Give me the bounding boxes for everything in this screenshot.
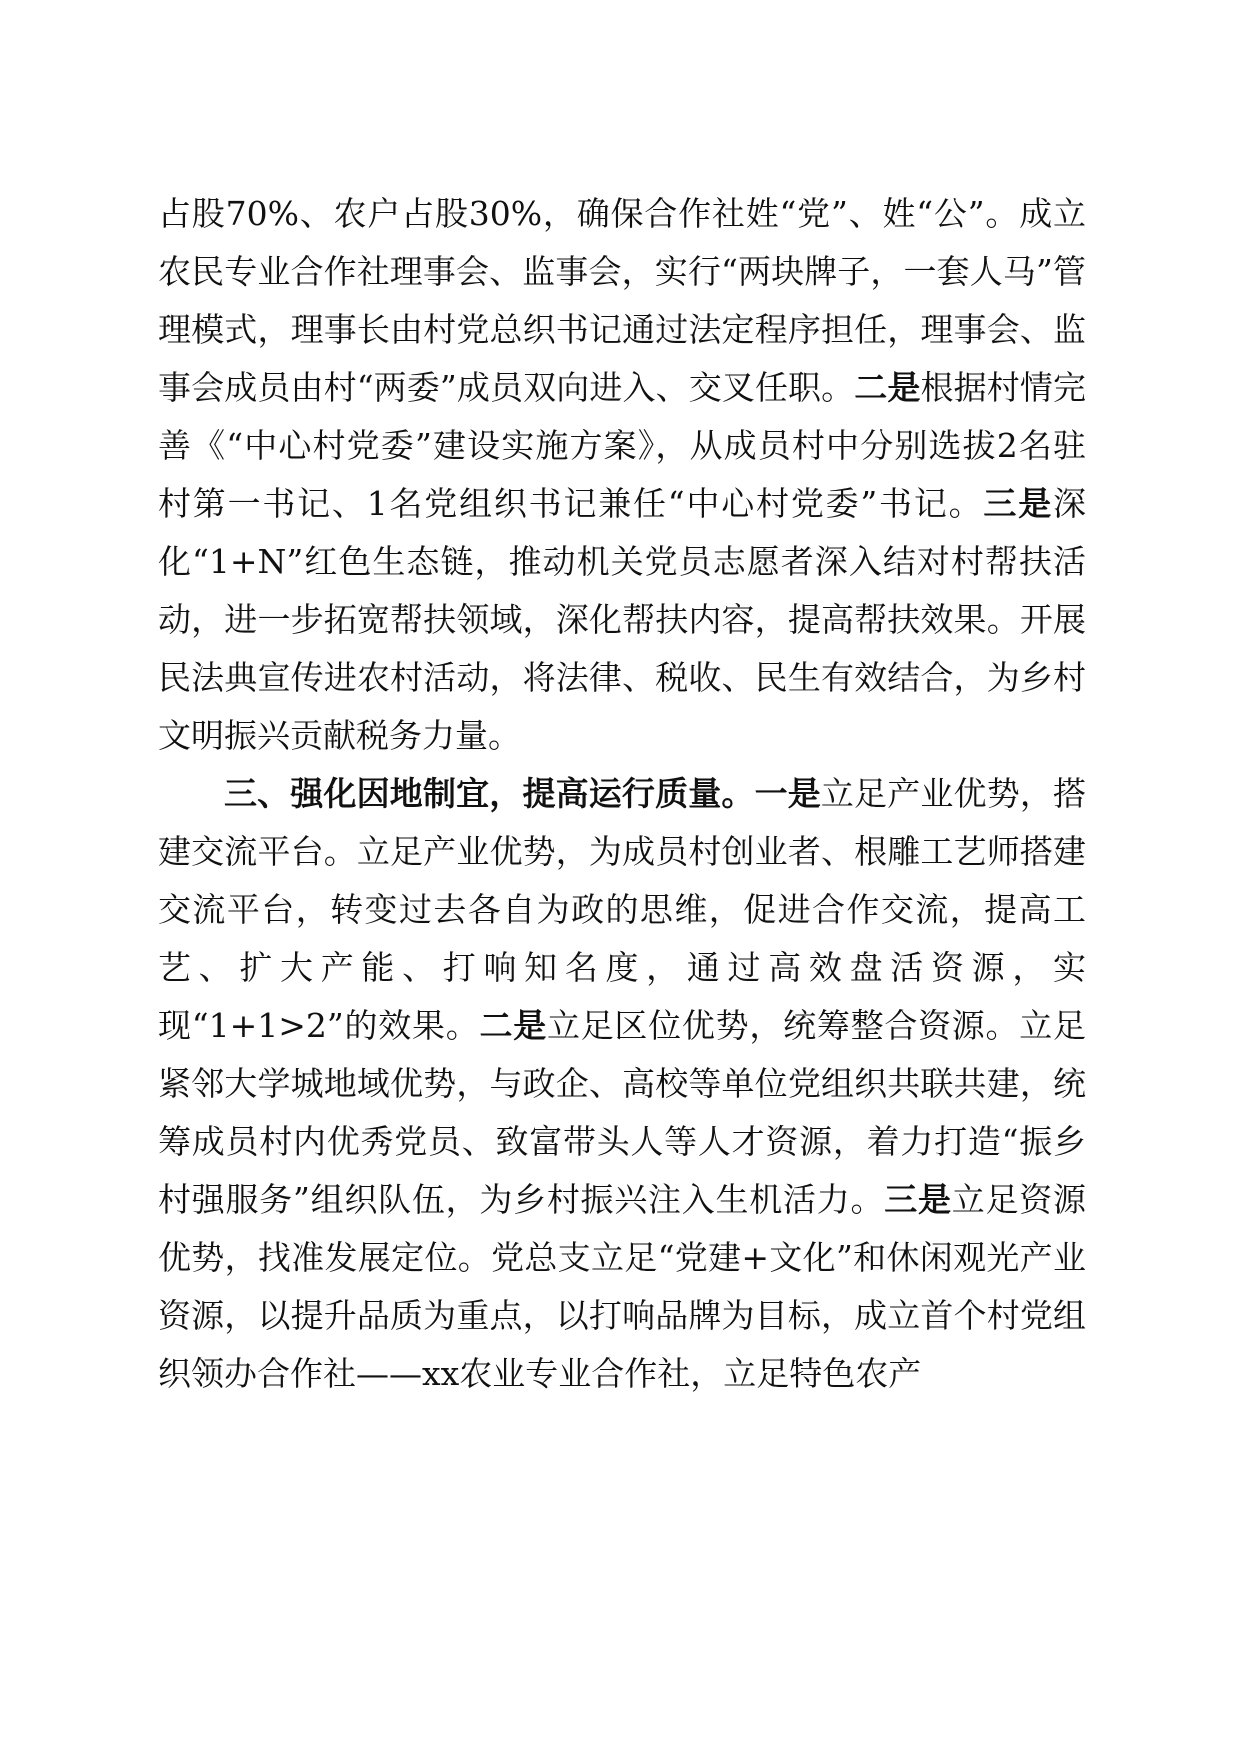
p1-marker-2: 二是 — [854, 368, 921, 407]
p1-marker-3: 三是 — [983, 484, 1053, 523]
document-body — [158, 185, 1086, 1403]
p2-sentence-1: 立足产业优势，搭建交流平台。立足产业优势，为成员村创业者、根雕工艺师搭建交流平台，转变过去各自为政的思维，促进合作交流，提高工艺、扩大产能、打响知名度，通过高效盘活资源，实现“1+1>2”的效果。 — [158, 774, 1087, 1045]
p2-sentence-2: 立足区位优势，统筹整合资源。立足紧邻大学城地域优势，与政企、高校等单位党组织共联共建，统筹成员村内优秀党员、致富带头人等人才资源，着力打造“振乡村强服务”组织队伍，为乡村振兴注入生机活力。 — [158, 1006, 1087, 1219]
p1-sentence-1: 占股70%、农户占股30%，确保合作社姓“党”、姓“公”。成立农民专业合作社理事会、监事会，实行“两块牌子，一套人马”管理模式，理事长由村党总织书记通过法定程序担任，理事会、监事会成员由村“两委”成员双向进入、交叉任职。 — [158, 194, 1086, 407]
p2-marker-1: 一是 — [754, 774, 821, 813]
p1-sentence-3: 深化“1+N”红色生态链，推动机关党员志愿者深入结对村帮扶活动，进一步拓宽帮扶领域，深化帮扶内容，提高帮扶效果。开展民法典宣传进农村活动，将法律、税收、民生有效结合，为乡村文明振兴贡献税务力量。 — [158, 484, 1086, 755]
paragraph-2 — [158, 765, 1086, 1403]
p1-sentence-2: 根据村情完善《“中心村党委”建设实施方案》，从成员村中分别选拔2名驻村第一书记、1名党组织书记兼任“中心村党委”书记。 — [158, 368, 1086, 523]
section-heading: 三、强化因地制宜，提高运行质量。 — [224, 774, 755, 813]
p2-sentence-3: 立足资源优势，找准发展定位。党总支立足“党建+文化”和休闲观光产业资源，以提升品质为重点，以打响品牌为目标，成立首个村党组织领办合作社——xx农业专业合作社，立足特色农产 — [158, 1180, 1087, 1393]
p2-marker-3: 三是 — [884, 1180, 952, 1219]
p2-marker-2: 二是 — [479, 1006, 547, 1045]
paragraph-1 — [158, 185, 1086, 765]
